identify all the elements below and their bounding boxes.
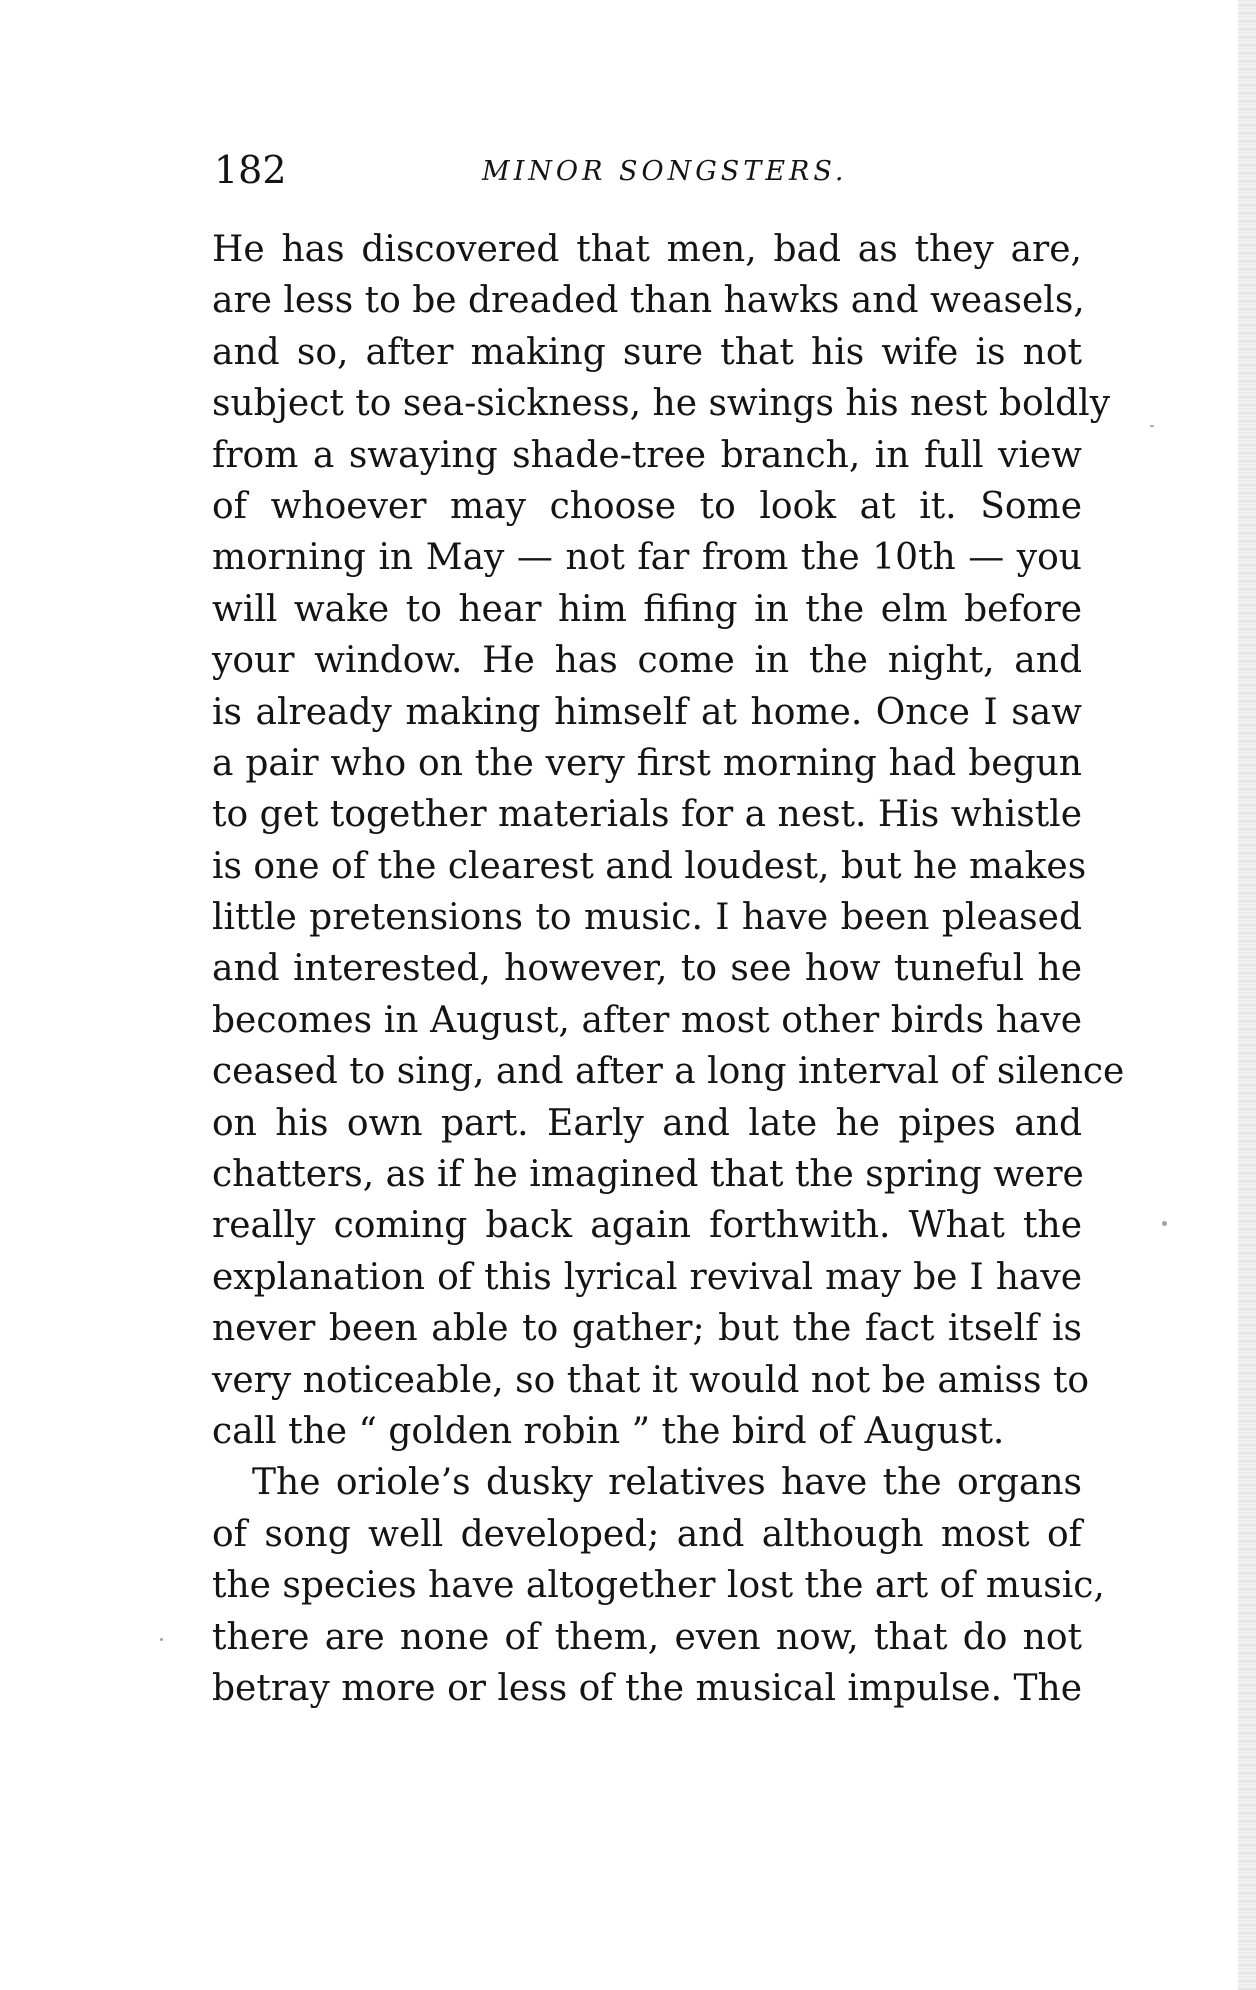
- body-text: [212, 224, 1125, 1714]
- text-line: call the “ golden robin ” the bird of August.: [212, 1410, 1005, 1452]
- text-line: morning in May — not far from the 10th — you: [212, 537, 1082, 579]
- text-line: ceased to sing, and after a long interval of silence: [212, 1051, 1125, 1093]
- text-line: very noticeable, so that it would not be amiss to: [212, 1359, 1090, 1401]
- ink-speck: [160, 1638, 163, 1641]
- text-line: the species have altogether lost the art of music,: [212, 1565, 1105, 1607]
- text-line: of whoever may choose to look at it. Some: [212, 485, 1082, 527]
- text-line: your window. He has come in the night, and: [212, 640, 1082, 682]
- running-head: MINOR SONGSTERS.: [482, 156, 848, 187]
- page-header: [214, 146, 1082, 194]
- text-line: and interested, however, to see how tuneful he: [212, 948, 1082, 990]
- text-line: a pair who on the very first morning had begun: [212, 742, 1082, 784]
- text-line: is already making himself at home. Once I saw: [212, 691, 1082, 733]
- text-line: will wake to hear him fifing in the elm before: [212, 588, 1082, 630]
- text-line: is one of the clearest and loudest, but he makes: [212, 845, 1087, 887]
- ink-speck: [1162, 1221, 1167, 1226]
- text-line: subject to sea-sickness, he swings his nest boldly: [212, 383, 1111, 425]
- text-line: The oriole’s dusky relatives have the organs: [252, 1462, 1082, 1504]
- text-line: there are none of them, even now, that do not: [212, 1616, 1082, 1658]
- text-line: chatters, as if he imagined that the spring were: [212, 1154, 1084, 1196]
- text-line: to get together materials for a nest. His whistle: [212, 794, 1082, 836]
- ink-speck: [1150, 425, 1154, 427]
- text-line: explanation of this lyrical revival may be I have: [212, 1256, 1082, 1298]
- text-line: of song well developed; and although most of: [212, 1513, 1082, 1555]
- text-line: never been able to gather; but the fact itself is: [212, 1308, 1082, 1350]
- page-edge: [1238, 0, 1256, 1990]
- paragraph-1: [212, 224, 1125, 1457]
- text-line: betray more or less of the musical impulse. The: [212, 1667, 1082, 1709]
- text-line: are less to be dreaded than hawks and weasels,: [212, 280, 1085, 322]
- text-line: really coming back again forthwith. What the: [212, 1205, 1082, 1247]
- text-line: little pretensions to music. I have been pleased: [212, 897, 1082, 939]
- text-line: from a swaying shade-tree branch, in full view: [212, 434, 1082, 476]
- text-line: becomes in August, after most other birds have: [212, 999, 1082, 1041]
- text-line: on his own part. Early and late he pipes and: [212, 1102, 1082, 1144]
- paragraph-2: [212, 1457, 1105, 1714]
- text-line: and so, after making sure that his wife is not: [212, 331, 1082, 373]
- text-line: He has discovered that men, bad as they are,: [212, 229, 1082, 270]
- page-number: 182: [214, 148, 287, 192]
